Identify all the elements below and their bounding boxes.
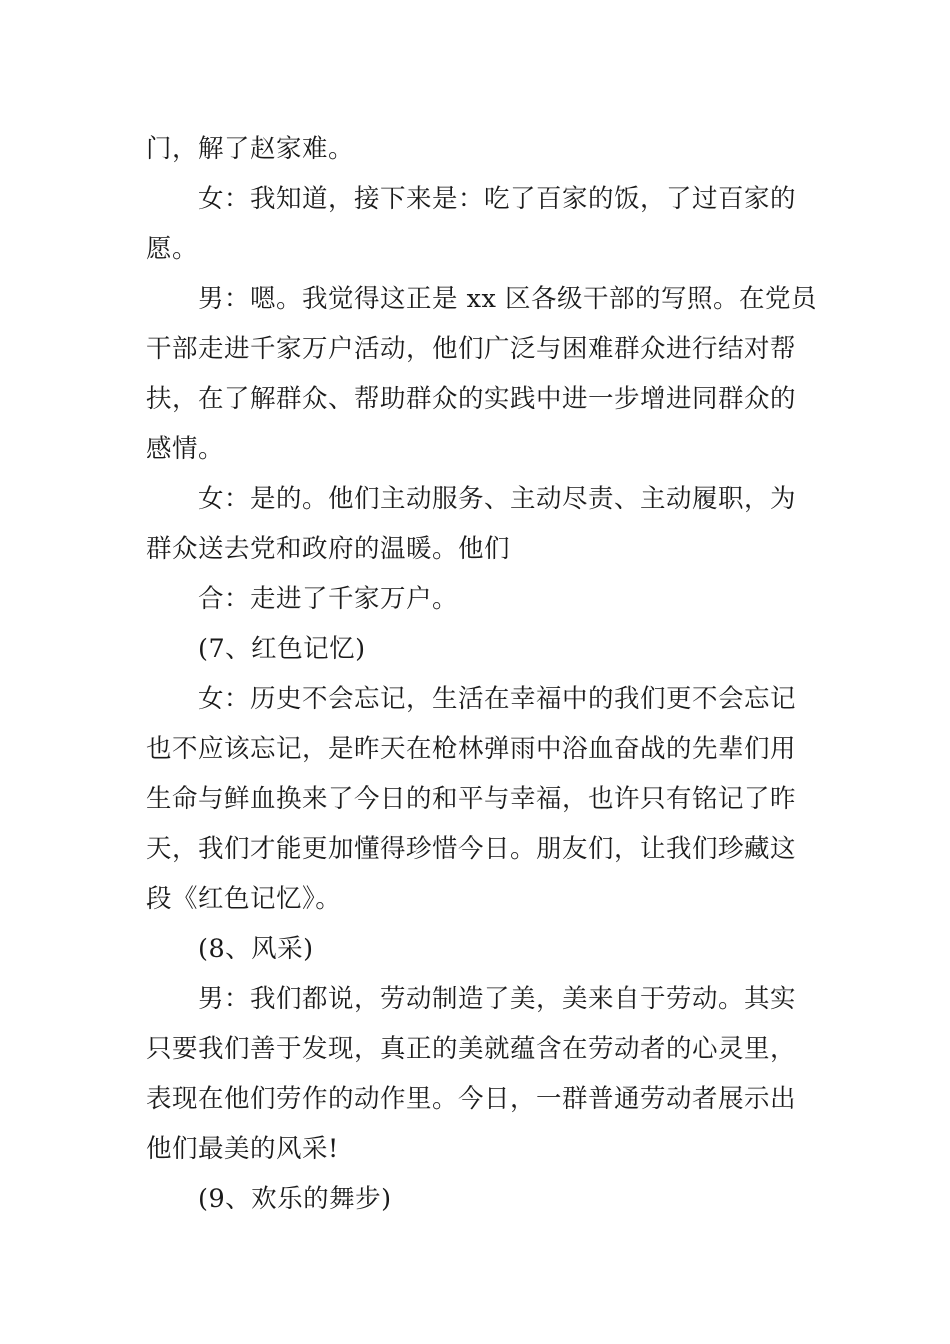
text-line: 表现在他们劳作的动作里。今日，一群普通劳动者展示出 bbox=[146, 1084, 797, 1114]
text-line: 干部走进千家万户活动，他们广泛与困难群众进行结对帮 bbox=[146, 334, 797, 364]
text-line: 他们最美的风采! bbox=[146, 1134, 339, 1164]
section-heading: (8、风采) bbox=[198, 934, 314, 964]
text-line: 女：是的。他们主动服务、主动尽责、主动履职，为 bbox=[198, 484, 797, 514]
text-line: 愿。 bbox=[146, 234, 199, 264]
text-line: 段《红色记忆》。 bbox=[146, 884, 342, 914]
section-heading: (7、红色记忆) bbox=[198, 634, 366, 664]
text-line: 男：嗯。我觉得这正是 xx 区各级干部的写照。在党员 bbox=[198, 284, 817, 314]
document-body bbox=[146, 124, 817, 1224]
text-line: 合：走进了千家万户。 bbox=[198, 584, 459, 614]
text-line: 扶，在了解群众、帮助群众的实践中进一步增进同群众的 bbox=[146, 384, 797, 414]
text-line: 只要我们善于发现，真正的美就蕴含在劳动者的心灵里， bbox=[146, 1034, 797, 1064]
text-line: 男：我们都说，劳动制造了美，美来自于劳动。其实 bbox=[198, 984, 797, 1014]
text-line: 女：历史不会忘记，生活在幸福中的我们更不会忘记 bbox=[198, 684, 797, 714]
section-heading: (9、欢乐的舞步) bbox=[198, 1184, 392, 1214]
text-line: 门，解了赵家难。 bbox=[146, 134, 355, 164]
text-line: 群众送去党和政府的温暖。他们 bbox=[146, 534, 511, 564]
text-line: 感情。 bbox=[146, 434, 225, 464]
text-line: 天，我们才能更加懂得珍惜今日。朋友们，让我们珍藏这 bbox=[146, 834, 797, 864]
text-line: 女：我知道，接下来是：吃了百家的饭，了过百家的 bbox=[198, 184, 797, 214]
text-line: 也不应该忘记，是昨天在枪林弹雨中浴血奋战的先辈们用 bbox=[146, 734, 797, 764]
text-line: 生命与鲜血换来了今日的和平与幸福，也许只有铭记了昨 bbox=[146, 784, 797, 814]
